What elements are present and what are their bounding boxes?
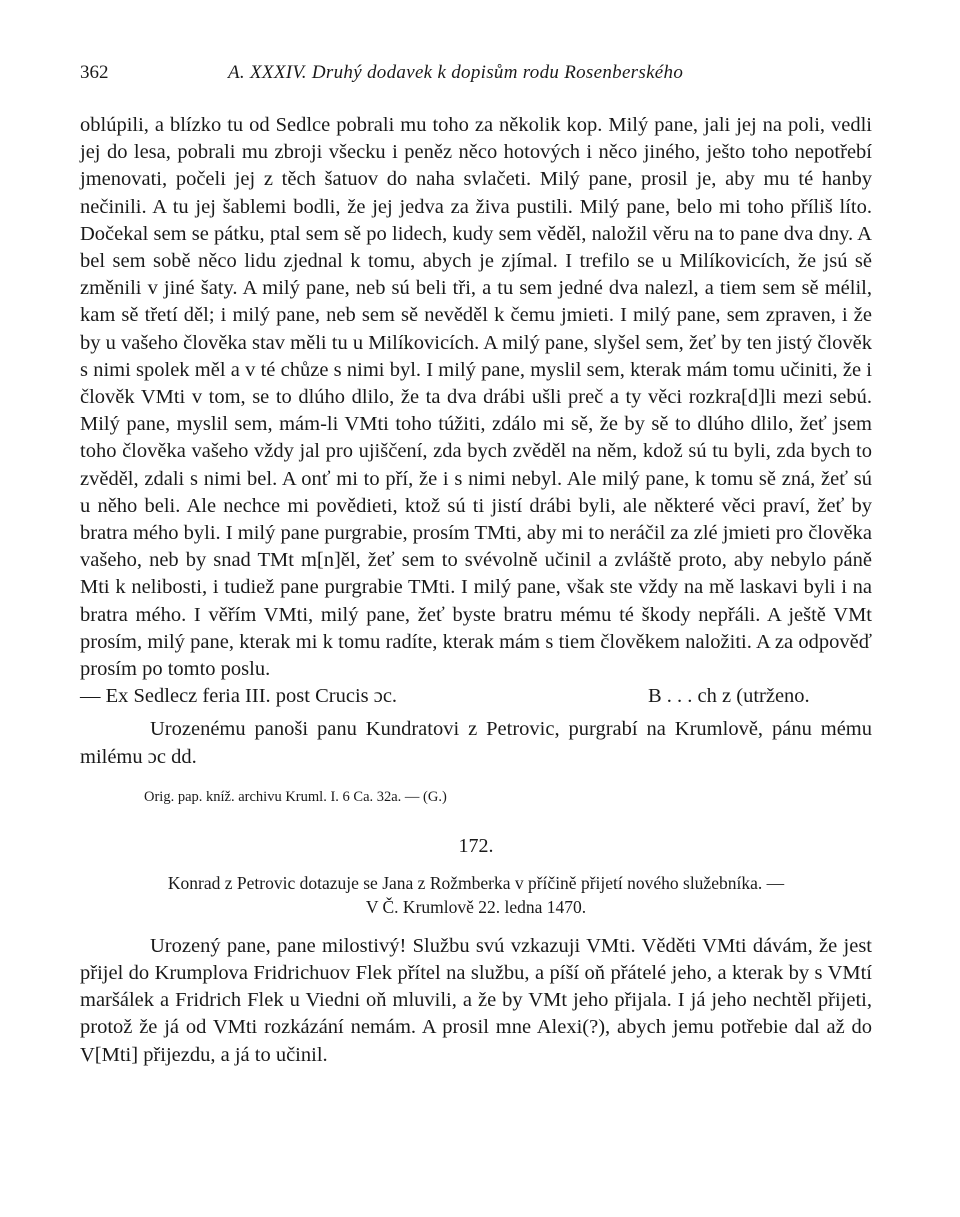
running-title: A. XXXIV. Druhý dodavek k dopisům rodu Rosenberského [228, 62, 684, 83]
letter-body [80, 933, 872, 1069]
page-number: 362 [80, 62, 109, 83]
page-header [80, 62, 872, 88]
source-note: Orig. pap. kníž. archivu Kruml. I. 6 Ca. 32a. — (G.) [144, 788, 447, 805]
continuation-paragraph: oblúpili, a blízko tu od Sedlce pobrali mu toho za několik kop. Milý pane, jali jej na poli, vedli jej do lesa, pobrali mu zbroji všecku i peněz něco hotových i něco jiného, ješto toho nepotřebí jmenovati, počeli jej z těch šatuov do naha svlačeti. Milý pane, prosil je, aby mu té hanby nečinili. A tu jej šablemi bodli, že jej jedva za živa pustili. Milý pane, belo mi toho příliš líto. Dočekal sem se pátku, ptal sem sě po lidech, kudy sem věděl, naložil věru na to pane dva dny. A bel sem sobě něco lidu zjednal k tomu, abych je zjímal. I trefilo se u Milíkovicích, že jsú sě změnili v jiné šaty. A milý pane, neb sú beli tři, a tu sem jedné dva nalezl, a tiem sem sě mélil, kam sě třetí děl; i milý pane, neb sem sě nevěděl k čemu jmieti. I milý pane, sem zpraven, i že by u vašeho člověka stav měli tu u Milíkovicích. A milý pane, slyšel sem, žeť by ten jistý člověk s nimi spolek měl a v té chůze s nimi byl. I milý pane, myslil sem, kterak mám tomu učiniti, že i člověk VMti v tom, se to dlúho dlilo, že ta dva drábi ušli preč a ty věci rozkra[d]li mezi sebú. Milý pane, myslil sem, mám-li VMti toho túžiti, zdálo mi sě, že by sě to dlúho dlilo, žeť jsem toho člověka vašeho vždy jal pro ujiščení, zda bych zvěděl na něm, kdož sú tu byli, zda bych to zvěděl, zdali s nimi bel. A onť mi to pří, že i s nimi nebyl. Ale milý pane, k tomu sě zná, žeť sú u něho beli. Ale nechce mi povědieti, ktož sú ti jistí drábi byli, ale některé věci praví, žeť by bratra mého byli. I milý pane purgrabie, prosím TMti, aby mi to neráčil za zlé jmieti pro člověka vašeho, neb by snad TMt m[n]ěl, žeť sem to svévolně učinil a zvláště proto, aby nebylo páně Mti k nelibosti, i tudiež pane purgrabie TMti. I milý pane, však ste vždy na mě laskavi byli i na bratra mého. I věřím VMti, milý pane, žeť byste bratru mému té škody nepřáli. A ještě VMt prosím, milý pane, kterak mi k tomu radíte, kterak mám s tiem člověkem naložiti. A za odpověď prosím po tomto poslu. [80, 114, 872, 681]
regest-line: Konrad z Petrovic dotazuje se Jana z Rožmberka v příčině přijetí nového služebníka. — [167, 872, 785, 893]
body-text [80, 112, 872, 1069]
dating-text: — Ex Sedlecz feria III. post Crucis ɔc. [80, 685, 398, 708]
regest-line: V Č. Krumlově 22. ledna 1470. [365, 896, 587, 917]
address-paragraph: Urozenému panoši panu Kundratovi z Petrovic, purgrabí na Krumlově, pánu mému milému ɔc dd. [80, 718, 872, 768]
signature-text: B . . . ch z (utrženo. [648, 685, 810, 708]
letter-paragraph: Urozený pane, pane milostivý! Službu svú vzkazuji VMti. Věděti VMti dávám, že jest přijel do Krumplova Fridrichuov Flek přítel na službu, a píší oň přátelé jeho, a kterak by s VMtí maršálek a Fridrich Flek u Viedni oň mluvili, a že by VMt jeho přijala. I já jeho nechtěl přijeti, protož že já od VMti rozkázání nemám. A prosil mne Alexi(?), abych jemu potřebie dal až do V[Mti] přijezdu, a já to učinil. [80, 934, 872, 1066]
document-number: 172. [458, 834, 494, 857]
document-regest [80, 871, 872, 919]
closing-line [80, 683, 872, 710]
